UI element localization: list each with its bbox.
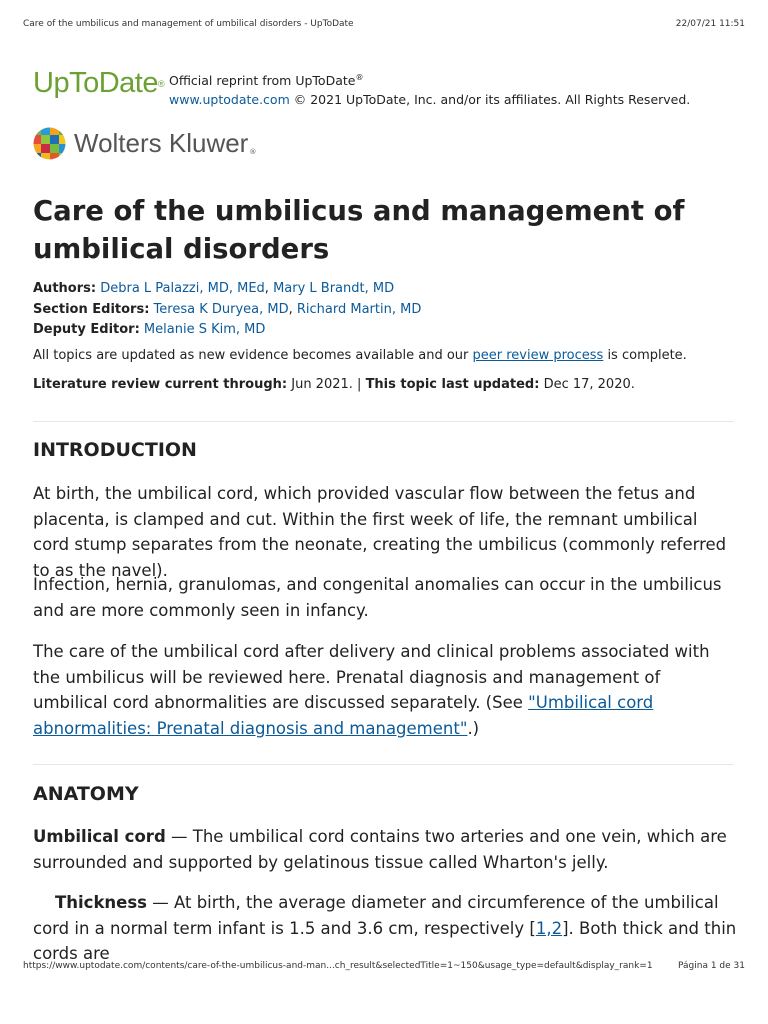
deputy-editor-link[interactable]: Melanie S Kim, MD xyxy=(143,322,266,337)
introduction-paragraph-1: At birth, the umbilical cord, which provided vascular flow between the fetus and placenta, is clamped and cut. Within the first week of life, the remnant umbilical cord stump separates from the neonate, creating the umbilicus (commonly referred to as the navel). xyxy=(33,484,727,580)
authors-label: Authors: xyxy=(33,281,97,296)
section-editors-row: Section Editors: Teresa K Duryea, MD, Richard Martin, MD xyxy=(33,301,422,317)
author-link[interactable]: Mary L Brandt, MD xyxy=(273,281,395,296)
uptodate-logo-text: UpToDate xyxy=(33,67,158,99)
wolters-kluwer-logo xyxy=(33,127,255,160)
print-header xyxy=(23,19,745,29)
section-editors-label: Section Editors: xyxy=(33,301,150,317)
thickness-text-end: ]. Both thick and thin cords are xyxy=(33,918,737,963)
author-metadata xyxy=(33,279,421,341)
umbilical-cord-text: — The umbilical cord contains two arteries and one vein, which are surrounded and supported by gelatinous tissue called Wharton's jelly. xyxy=(33,827,727,872)
update-note-after: is complete. xyxy=(603,348,687,363)
uptodate-site-link[interactable]: www.uptodate.com xyxy=(169,92,290,108)
deputy-editor-row xyxy=(33,320,421,341)
copyright-text: © 2021 UpToDate, Inc. and/or its affiliates. All Rights Reserved. xyxy=(289,92,691,108)
last-updated-label: This topic last updated: xyxy=(365,377,540,392)
update-note xyxy=(33,348,687,363)
section-editor-link[interactable]: Richard Martin, MD xyxy=(296,301,422,317)
author-link[interactable]: Debra L Palazzi, MD, MEd xyxy=(100,281,265,296)
anatomy-paragraph-2 xyxy=(33,890,737,967)
wolters-kluwer-name: Wolters Kluwer xyxy=(74,128,249,158)
brand-row xyxy=(33,68,690,109)
lit-review-label: Literature review current through: xyxy=(33,377,288,392)
introduction-paragraph-2: Infection, hernia, granulomas, and congenital anomalies can occur in the umbilicus and are more commonly seen in infancy. xyxy=(33,575,722,620)
uptodate-logo-reg: ® xyxy=(157,79,165,89)
authors-row: Authors: Debra L Palazzi, MD, MEd, Mary L Brandt, MD xyxy=(33,281,395,296)
introduction-paragraph-3-text: The care of the umbilical cord after delivery and clinical problems associated with the umbilicus will be reviewed here. Prenatal diagnosis and management of umbilical cord abnormalities are discussed separately. (See xyxy=(33,642,710,712)
reprint-notice xyxy=(169,68,690,109)
update-note-before: All topics are updated as new evidence becomes available and our xyxy=(33,348,473,363)
section-divider xyxy=(33,764,734,765)
introduction-paragraph-3-end: .) xyxy=(467,718,480,738)
print-header-title: Care of the umbilicus and management of umbilical disorders - UpToDate xyxy=(23,19,354,29)
print-footer-url: https://www.uptodate.com/contents/care-of-the-umbilicus-and-man...ch_result&selectedTitle=1~150&usage_type=default&display_rank=1 xyxy=(23,961,653,971)
anatomy-paragraph-1 xyxy=(33,824,737,875)
reprint-reg: ® xyxy=(355,73,364,82)
anatomy-heading: ANATOMY xyxy=(33,783,139,805)
reprint-line: Official reprint from UpToDate xyxy=(169,73,356,89)
section-editor-link[interactable]: Teresa K Duryea, MD xyxy=(153,301,289,317)
print-footer-page: Página 1 de 31 xyxy=(678,961,745,971)
last-updated-value: Dec 17, 2020. xyxy=(539,377,635,392)
thickness-term: Thickness xyxy=(55,893,147,912)
introduction-paragraph-3 xyxy=(33,639,737,741)
wolters-kluwer-reg: ® xyxy=(249,147,257,156)
print-footer xyxy=(23,961,745,971)
deputy-editor-label: Deputy Editor: xyxy=(33,322,140,337)
umbilical-cord-term: Umbilical cord xyxy=(33,827,166,846)
review-dates xyxy=(33,377,635,392)
section-divider xyxy=(33,421,734,422)
thickness-text: — At birth, the average diameter and circumference of the umbilical cord in a normal term infant is 1.5 and 3.6 cm, respectively [ xyxy=(33,893,719,938)
introduction-heading: INTRODUCTION xyxy=(33,439,197,461)
wolters-kluwer-globe-icon xyxy=(33,127,66,160)
print-header-datetime: 22/07/21 11:51 xyxy=(675,19,745,29)
lit-review-value: Jun 2021. | xyxy=(287,377,366,392)
reference-link[interactable]: 1,2 xyxy=(535,918,563,938)
umbilical-cord-abnormalities-link[interactable]: "Umbilical cord abnormalities: Prenatal diagnosis and management" xyxy=(33,693,654,738)
peer-review-link[interactable]: peer review process xyxy=(472,348,604,363)
uptodate-logo xyxy=(33,68,169,98)
page-title: Care of the umbilicus and management of umbilical disorders xyxy=(33,195,685,265)
